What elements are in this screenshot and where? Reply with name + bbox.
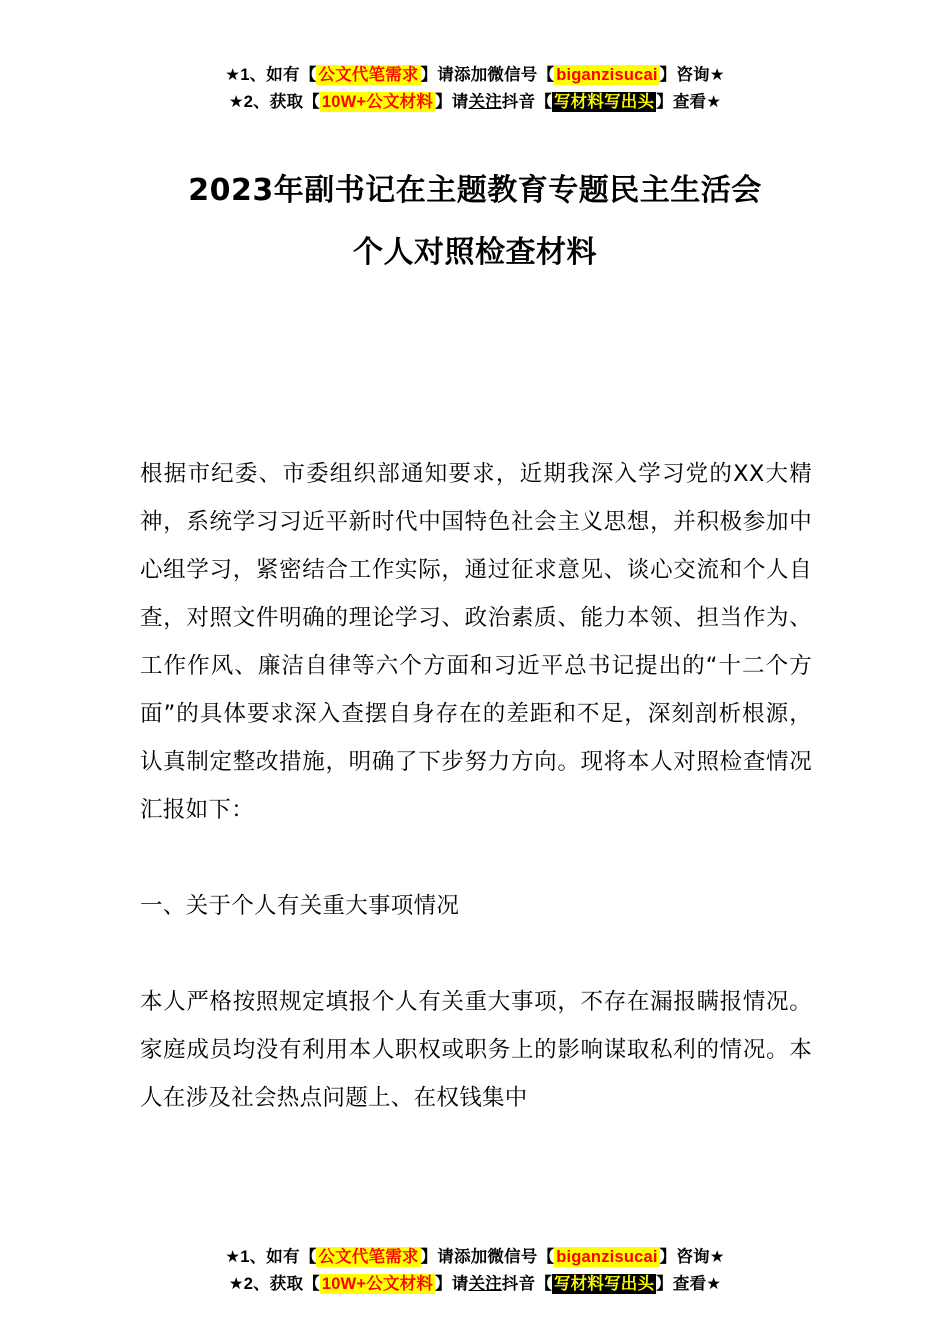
body-paragraph: 本人严格按照规定填报个人有关重大事项，不存在漏报瞒报情况。家庭成员均没有利用本人职权或职务上的影响谋取私利的情况。本人在涉及社会热点问题上、在权钱集中	[140, 989, 812, 1111]
page-title-line-1: 2023年副书记在主题教育专题民主生活会	[188, 173, 762, 209]
promo-line-1-mid-1: 】请添加微信号【	[420, 1247, 555, 1266]
section-heading-1: 一、关于个人有关重大事项情况	[140, 893, 460, 919]
promo-line-2-prefix: ★2、获取【	[228, 1274, 320, 1293]
promo-line-2	[0, 89, 950, 116]
promo-line-2-mid-3: 】查看★	[656, 1274, 722, 1293]
body-paragraph: 根据市纪委、市委组织部通知要求，近期我深入学习党的XX大精神，系统学习习近平新时代中国特色社会主义思想，并积极参加中心组学习，紧密结合工作实际，通过征求意见、谈心交流和个人自查，对照文件明确的理论学习、政治素质、能力本领、担当作为、工作作风、廉洁自律等六个方面和习近平总书记提出的“十二个方面”的具体要求深入查摆自身存在的差距和不足，深刻剖析根源，认真制定整改措施，明确了下步努力方向。现将本人对照检查情况汇报如下：	[140, 461, 812, 823]
promo-line-2-underline: 关注	[468, 1274, 502, 1293]
promo-line-2-mid-2: 抖音【	[501, 1274, 552, 1293]
promo-line-2	[0, 1271, 950, 1298]
page-title	[0, 160, 950, 283]
promo-line-2-highlight-materials: 10W+公文材料	[321, 1274, 434, 1293]
promo-line-2-prefix: ★2、获取【	[228, 93, 320, 112]
document-body	[140, 450, 812, 1122]
promo-banner-top	[0, 62, 950, 116]
promo-line-1	[0, 62, 950, 89]
promo-line-1-prefix: ★1、如有【	[225, 66, 317, 84]
promo-line-2-mid-3: 】查看★	[656, 93, 722, 112]
promo-line-2-mid-1: 】请	[435, 93, 469, 112]
promo-line-1-mid-2: 】咨询★	[659, 1247, 725, 1266]
promo-line-2-highlight-douyin: 写材料写出头	[553, 93, 655, 112]
promo-line-2-highlight-materials: 10W+公文材料	[321, 93, 434, 112]
promo-line-2-mid-1: 】请	[435, 1274, 469, 1293]
promo-line-2-highlight-douyin: 写材料写出头	[553, 1274, 655, 1293]
promo-line-1-highlight-wechat: biganzisucai	[556, 66, 658, 84]
promo-banner-bottom	[0, 1244, 950, 1298]
promo-line-1	[0, 1244, 950, 1271]
promo-line-1-highlight-service: 公文代笔需求	[318, 1247, 419, 1266]
page-title-line-2: 个人对照检查材料	[353, 234, 597, 270]
promo-line-1-mid-2: 】咨询★	[659, 66, 725, 84]
promo-line-2-mid-2: 抖音【	[501, 93, 552, 112]
promo-line-1-highlight-wechat: biganzisucai	[556, 1247, 658, 1266]
promo-line-1-mid-1: 】请添加微信号【	[420, 66, 555, 84]
promo-line-2-underline: 关注	[468, 93, 502, 112]
promo-line-1-highlight-service: 公文代笔需求	[318, 66, 419, 84]
promo-line-1-prefix: ★1、如有【	[225, 1247, 317, 1266]
